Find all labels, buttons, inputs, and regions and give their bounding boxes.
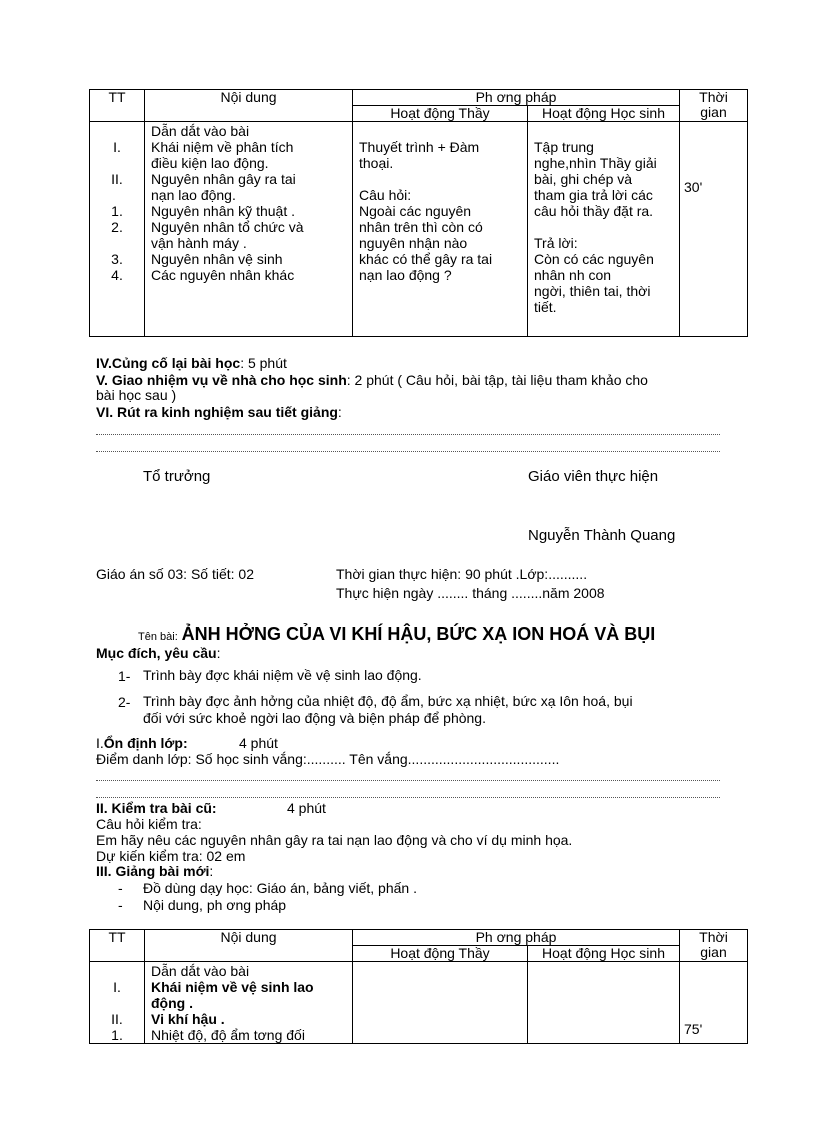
plan-number: Giáo án số 03: Số tiết: 02 [96,566,254,582]
header-teacher: Hoạt động Thầy [353,946,528,962]
time-cell: 30' [680,122,748,337]
student-line: tham gia trả lời các [534,187,653,203]
content-line: Nguyên nhân gây ra tai [151,171,296,187]
dotted-line [96,434,720,435]
methods-table-2 [89,929,748,1044]
content-line: Các nguyên nhân khác [151,267,295,283]
teacher-line: khác có thể gây ra tai [359,251,493,267]
teacher-line: thoại. [359,155,394,171]
student-line [534,123,679,139]
section-2-time: 4 phút [287,800,326,816]
header-time: Thời gian [680,930,748,962]
content-cell [145,122,353,337]
section-6: VI. Rút ra kinh nghiệm sau tiết giảng: [96,404,342,420]
goals-heading: Mục đích, yêu cầu: [96,645,221,661]
header-tt: TT [90,90,145,122]
student-line: Tập trung [534,139,594,155]
student-line: Trả lời: [534,235,578,251]
header-time: Thời gian [680,90,748,122]
lesson-title: Tên bài: ẢNH HỞNG CỦA VI KHÍ HẬU, BỨC XẠ ION HOÁ VÀ BỤI [138,624,656,644]
header-student: Hoạt động Học sinh [528,946,680,962]
content-cell [145,962,353,1044]
student-line: bài, ghi chép và [534,171,633,187]
bullet-dash: - [118,897,123,913]
teacher-line: Thuyết trình + Đàm [359,139,480,155]
student-cell [528,122,680,337]
section-4: IV.Củng cố lại bài học: 5 phút [96,355,287,371]
goal-item-text: Trình bày đợc ảnh hởng của nhiệt độ, độ ẩm, bức xạ nhiệt, bức xạ Iôn hoá, bụi [143,693,633,709]
goal-item-text: đối với sức khoẻ ngời lao động và biện pháp để phòng. [143,710,486,726]
content-line: Nhiệt độ, độ ẩm tơng đối [151,1027,305,1043]
teacher-cell [353,962,528,1044]
tt-line [90,963,144,979]
signature-left: Tổ trưởng [143,468,211,485]
tt-cell [90,122,145,337]
section-5: V. Giao nhiệm vụ về nhà cho học sinh: 2 phút ( Câu hỏi, bài tập, tài liệu tham khảo cho [96,372,648,388]
teacher-line: nạn lao động ? [359,267,452,283]
content-line: Nguyên nhân kỹ thuật . [151,203,295,219]
content-line: Khái niệm về vệ sinh lao [151,979,314,995]
content-line: Nguyên nhân tổ chức và [151,219,304,235]
section-1-line2: Điểm danh lớp: Số học sinh vắng:.......... Tên vắng....................................... [96,751,560,767]
tt-line: II. [111,171,123,187]
teacher-line: nguyên nhận nào [359,235,468,251]
dotted-line [96,797,720,798]
student-line: ngời, thiên tai, thời [534,283,651,299]
teacher-name: Nguyễn Thành Quang [528,527,676,544]
tt-line [90,995,144,1011]
header-tt: TT [90,930,145,962]
content-line: động . [151,995,193,1011]
dotted-line [96,451,720,452]
goal-item-text: Trình bày đợc khái niệm về vệ sinh lao động. [143,667,422,683]
tt-line [90,123,144,139]
content-line: nạn lao động. [151,187,236,203]
header-method: Ph ơng pháp [353,90,680,106]
bullet-item: Đồ dùng dạy học: Giáo án, bảng viết, phấn . [143,880,417,896]
section-2: II. Kiểm tra bài cũ: [96,800,217,816]
tt-line: 2. [111,219,123,235]
header-student: Hoạt động Học sinh [528,106,680,122]
student-line: nhân nh con [534,267,612,283]
teacher-line [359,171,527,187]
section-3: III. Giảng bài mới: [96,863,214,879]
tt-line: I. [113,139,121,155]
section-2-line: Dự kiến kiểm tra: 02 em [96,848,246,864]
section-5-line2: bài học sau ) [96,387,177,403]
tt-line: 1. [111,1027,123,1043]
signature-right: Giáo viên thực hiện [528,468,659,485]
section-1-time: 4 phút [239,735,278,751]
goal-item: 1- [118,668,131,684]
student-line: Còn có các nguyên [534,251,654,267]
student-line: câu hỏi thầy đặt ra. [534,203,654,219]
bullet-dash: - [118,880,123,896]
methods-table-1 [89,89,748,337]
content-line: Dẫn dắt vào bài [151,123,250,139]
teacher-line: Ngoài các nguyên [359,203,472,219]
content-line: Nguyên nhân vệ sinh [151,251,283,267]
header-teacher: Hoạt động Thầy [353,106,528,122]
student-line [534,219,679,235]
time-cell: 75' [680,962,748,1044]
teacher-line [359,123,527,139]
teacher-cell [353,122,528,337]
student-line: nghe,nhìn Thầy giải [534,155,657,171]
header-method: Ph ơng pháp [353,930,680,946]
tt-line: I. [113,979,121,995]
plan-date: Thực hiện ngày ........ tháng ........năm 2008 [336,585,605,601]
plan-time: Thời gian thực hiện: 90 phút .Lớp:.......... [336,566,588,582]
tt-cell [90,962,145,1044]
goal-item: 2- [118,694,131,710]
teacher-line: Câu hỏi: [359,187,412,203]
student-line: tiết. [534,299,557,315]
header-content: Nội dung [145,90,353,122]
content-line: vận hành máy . [151,235,247,251]
tt-line: 1. [111,203,123,219]
section-2-line: Em hãy nêu các nguyên nhân gây ra tai nạn lao động và cho ví dụ minh họa. [96,832,573,848]
tt-line: 4. [111,267,123,283]
content-line: điều kiện lao động. [151,155,269,171]
tt-line: 3. [111,251,123,267]
content-line: Vi khí hậu . [151,1011,225,1027]
section-1: I.Ổn định lớp: [96,735,188,751]
header-content: Nội dung [145,930,353,962]
student-cell [528,962,680,1044]
tt-line [90,155,144,171]
content-line: Khái niệm về phân tích [151,139,294,155]
dotted-line [96,780,720,781]
section-2-line: Câu hỏi kiểm tra: [96,816,202,832]
tt-line [90,235,144,251]
content-line: Dẫn dắt vào bài [151,963,250,979]
tt-line [90,187,144,203]
teacher-line: nhân trên thì còn có [359,219,483,235]
bullet-item: Nội dung, ph ơng pháp [143,897,287,913]
tt-line: II. [111,1011,123,1027]
